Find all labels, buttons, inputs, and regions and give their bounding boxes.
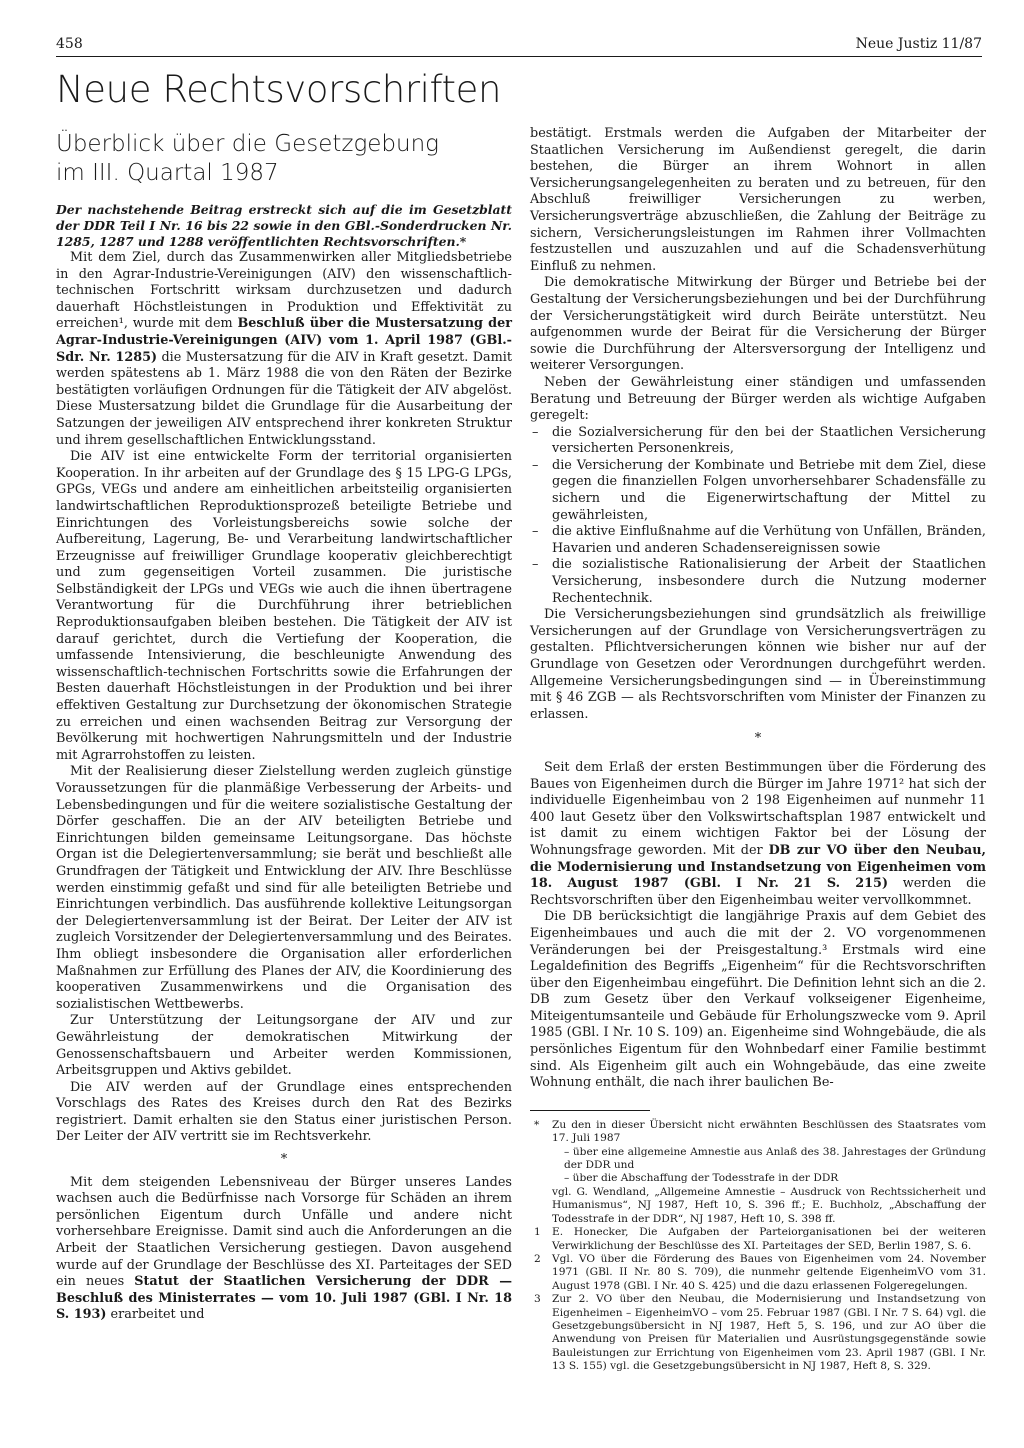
paragraph-aiv-organs: Mit der Realisierung dieser Zielstellung werden zugleich günstige Voraussetzungen für die planmäßige Verbesserung der Arbeits- und Lebensbedingungen und für die weitere sozialistische Gestaltung der Dörfer geschaffen. Die an der AIV beteiligten Betriebe und Einrichtungen bilden gemeinsame Leitungsorgane. Das höchste Organ ist die Delegiertenversammlung; sie berät und beschließt alle Grundfragen der Tätigkeit und Entwicklung der AIV. Ihre Beschlüsse werden einstimmig gefaßt und sind für alle beteiligten Betriebe und Einrichtungen verbindlich. Das ausführende kollektive Leitungsorgan der Delegiertenversammlung ist der Beirat. Der Leiter der AIV ist zugleich Vorsitzender der Delegiertenversammlung und des Beirates. Ihm obliegt insbesondere die Organisation aller erforderlichen Maßnahmen zur Erfüllung des Planes der AIV, die Koordinierung des kooperativen Zusammenwirkens und die Organisation des sozialistischen Wettbewerbs. [56, 764, 512, 1012]
footnote-subitem: – über die Abschaffung der Todesstrafe in der DDR [564, 1172, 839, 1185]
list-item: – die sozialistische Rationalisierung der Arbeit der Staatlichen Versicherung, insbesondere durch die Nutzung moderner Rechentechnik. [530, 557, 986, 607]
text-run: erarbeitet und [106, 1307, 205, 1323]
paragraph-insurance-voluntary: Die Versicherungsbeziehungen sind grundsätzlich als freiwillige Versicherungen auf der Grundlage von Versicherungsverträgen zu gestalten. Pflichtversicherungen können wie bisher nur auf der Grundlage von Gesetzen oder Verordnungen durchgeführt werden. Allgemeine Versicherungsbedingungen sind — in Übereinstimmung mit § 46 ZGB — als Rechtsvorschriften vom Minister der Finanzen zu erlassen. [530, 607, 986, 722]
footnote-text: vgl. G. Wendland, „Allgemeine Amnestie – Ausdruck von Rechtssicherheit und Humanismus“, NJ 1987, Heft 10, S. 396 ff.; E. Buchholz, „Abschaffung der Todesstrafe in der DDR“, NJ 1987, Heft 10, S. 398 ff. [552, 1185, 986, 1225]
paragraph-eigenheim-intro [530, 760, 986, 909]
left-column [56, 126, 512, 1324]
footnote-text: Vgl. VO über die Förderung des Baues von Eigenheimen vom 24. November 1971 (GBl. II Nr. 80 S. 709), die nunmehr geltende EigenheimVO vom 31. August 1978 (GBl. I Nr. 40 S. 425) und die dazu erlassenen Folgeregelungen. [552, 1252, 986, 1292]
paragraph-aiv-commissions: Zur Unterstützung der Leitungsorgane der AIV und zur Gewährleistung der demokratischen Mitwirkung der Genossenschaftsbauern und Arbeiter werden Kommissionen, Arbeitsgruppen und Aktivs gebildet. [56, 1013, 512, 1079]
paragraph-insurance-continued: bestätigt. Erstmals werden die Aufgaben der Mitarbeiter der Staatlichen Versicherung im Außendienst geregelt, die darin bestehen, die Bürger an ihrem Wohnort in allen Versicherungsangelegenheiten zu beraten und zu betreuen, für den Abschluß freiwilliger Versicherungen zu werben, Versicherungsverträge abzuschließen, die Zahlung der Beiträge zu sichern, Versicherungsleistungen im Rahmen ihrer Vollmachten festzustellen und auszuzahlen und auf die Schadensverhütung Einfluß zu nehmen. [530, 126, 986, 274]
text-run: Seit dem Erlaß der ersten Bestimmungen über die Förderung des Baues von Eigenheimen durch die Bürger im Jahre 1971² hat sich der individuelle Eigenheimbau von 2 198 Eigenheimen auf nunmehr 11 400 laut Gesetz über den Volkswirtschaftsplan 1987 entwickelt und ist damit zu einem wichtigen Faktor bei der Lösung der Wohnungsfrage geworden. Mit der [530, 759, 986, 858]
footnote-3 [530, 1293, 986, 1373]
footnote-rule [530, 1110, 650, 1111]
text-run: werden die Rechtsvorschriften über den Eigenheimbau weiter vervollkommnet. [530, 876, 986, 908]
footnote-text: Zu den in dieser Übersicht nicht erwähnten Beschlüssen des Staatsrates vom 17. Juli 1987 [552, 1118, 986, 1145]
footnotes [530, 1119, 986, 1374]
article-title-line-2: im III. Quartal 1987 [56, 160, 279, 186]
list-item: – die Sozialversicherung für den bei der Staatlichen Versicherung versicherten Personenkreis, [530, 425, 986, 458]
text-run: die Mustersatzung für die AIV in Kraft gesetzt. Damit werden spätestens ab 1. März 1988 die von den Räten der Bezirke bestätigten vorläufigen Ordnungen für die Tätigkeit der AIV abgelöst. Diese Mustersatzung bildet die Grundlage für die Ausarbeitung der Satzungen der jeweiligen AIV entsprechend ihrer konkreten Struktur und ihrem gesellschaftlichen Entwicklungsstand. [56, 349, 512, 448]
paragraph-eigenheim-definition: Die DB berücksichtigt die langjährige Praxis auf dem Gebiet des Eigenheimbaues und auch die mit der 2. VO vorgenommenen Veränderungen bei der Preisgestaltung.³ Erstmals wird eine Legaldefinition des Begriffs „Eigenheim“ für die Rechtsvorschriften über den Eigenheimbau eingeführt. Die Definition lehnt sich an die 2. DB zum Gesetz über den Verkauf volkseigener Eigenheime, Miteigentumsanteile und Gebäude für Erholungszwecke vom 9. April 1985 (GBl. I Nr. 10 S. 109) an. Eigenheime sind Wohngebäude, die als persönliches Eigentum für den Wohnbedarf einer Familie bestimmt sind. Als Eigenheim gilt auch ein Wohngebäude, das eine zweite Wohnung enthält, die nach ihrer baulichen Be- [530, 909, 986, 1091]
paragraph-insurance-advisory: Die demokratische Mitwirkung der Bürger und Betriebe bei der Gestaltung der Versicherungsbeziehungen und bei der Durchführung der Versicherungstätigkeit wird durch Beiräte unterstützt. Neu aufgenommen wurde der Beirat für die Versicherung der Bürger sowie die Durchführung der Altersversorgung der Intelligenz und weiterer Versorgungen. [530, 275, 986, 374]
text-run: Mit dem steigenden Lebensniveau der Bürger unseres Landes wachsen auch die Bedürfnisse nach Vorsorge für Schäden an ihrem persönlichen Eigentum durch Unfälle und andere nicht vorhersehbare Ereignisse. Damit sind auch die Anforderungen an die Arbeit der Staatlichen Versicherung gestiegen. Davon ausgehend wurde auf der Grundlage der Beschlüsse des XI. Parteitages der SED ein neues [56, 1174, 512, 1290]
text-run: Mit dem Ziel, durch das Zusammenwirken aller Mitgliedsbetriebe in den Agrar-Industrie-Vereinigungen (AIV) den wissenschaftlich-technischen Fortschritt wirksam durchzusetzen und dadurch dauerhaft Höchstleistungen in Produktion und Effektivität zu erreichen¹, wurde mit dem [56, 250, 512, 332]
article-title [56, 130, 512, 188]
article-lead: Der nachstehende Beitrag erstreckt sich auf die im Gesetzblatt der DDR Teil I Nr. 16 bis 22 sowie in den GBl.-Sonderdrucken Nr. 1285, 1287 und 1288 veröffentlichten Rechtsvorschriften.* [56, 202, 512, 249]
paragraph-insurance-tasks: Neben der Gewährleistung einer ständigen und umfassenden Beratung und Betreuung der Bürger werden als wichtige Aufgaben geregelt: [530, 374, 986, 424]
right-column [530, 126, 986, 1374]
section-title: Neue Rechtsvorschriften [56, 68, 502, 111]
footnote-mark: 3 [534, 1293, 541, 1306]
footnote-text: Zur 2. VO über den Neubau, die Modernisierung und Instandsetzung von Eigenheimen – EigenheimVO – vom 25. Februar 1987 (GBl. I Nr. 7 S. 64) vgl. die Gesetzgebungsübersicht in NJ 1987, Heft 5, S. 196, und zur AO über die Anwendung von Preisen für Materialien und Ausrüstungsgegenstände sowie Bauleistungen zur Errichtung von Eigenheimen vom 23. April 1987 (GBl. I Nr. 13 S. 155) vgl. die Gesetzgebungsübersicht in NJ 1987, Heft 8, S. 329. [552, 1293, 986, 1373]
paragraph-aiv-form: Die AIV ist eine entwickelte Form der territorial organisierten Kooperation. In ihr arbeiten auf der Grundlage des § 15 LPG-G LPGs, GPGs, VEGs und andere am einheitlichen arbeitsteilig organisierten landwirtschaftlichen Reproduktionsprozeß beteiligte Betriebe und Einrichtungen des Vorleistungsbereichs sowie solche der Aufbereitung, Lagerung, Be- und Verarbeitung landwirtschaftlicher Erzeugnisse auf freiwilliger Grundlage kooperativ gleichberechtigt und zum gegenseitigen Vorteil zusammen. Die juristische Selbständigkeit der LPGs und VEGs wie auch die ihnen übertragene Verantwortung für die Durchführung ihrer betrieblichen Reproduktionsaufgaben bleiben bestehen. Die Tätigkeit der AIV ist darauf gerichtet, durch die Vertiefung der Kooperation, die umfassende Intensivierung, die beschleunigte Anwendung des wissenschaftlich-technischen Fortschritts sowie die Erfahrungen der Besten dauerhaft Höchstleistungen in der Produktion und bei ihrer effektiven Gestaltung zur Durchsetzung der ökonomischen Strategie zu erreichen und einen wachsenden Beitrag zur Versorgung der Bevölkerung mit hochwertigen Nahrungsmitteln und der Industrie mit Agrarrohstoffen zu leisten. [56, 449, 512, 763]
paragraph-insurance-intro [56, 1175, 512, 1324]
paragraph-aiv-registration: Die AIV werden auf der Grundlage eines entsprechenden Vorschlags des Rates des Kreises durch den Rat des Bezirks registriert. Damit erhalten sie den Status einer juristischen Person. Der Leiter der AIV vertritt sie im Rechtsverkehr. [56, 1079, 512, 1145]
section-separator: * [280, 1152, 288, 1168]
bold-citation: DB zur VO über den Neubau, die Modernisierung und Instandsetzung von Eigenheimen vom 18. August 1987 (GBl. I Nr. 21 S. 215) [530, 842, 986, 892]
article-title-line-1: Überblick über die Gesetzgebung [56, 131, 439, 157]
task-list [530, 425, 986, 608]
footnote-text: E. Honecker, Die Aufgaben der Parteiorganisationen bei der weiteren Verwirklichung der Beschlüsse des XI. Parteitages der SED, Berlin 1987, S. 6. [552, 1226, 986, 1252]
journal-issue: Neue Justiz 11/87 [855, 36, 982, 52]
footnote-2 [530, 1253, 986, 1293]
list-item: – die Versicherung der Kombinate und Betriebe mit dem Ziel, diese gegen die finanziellen Folgen unvorhersehbarer Schadensfälle zu sichern und die Eigenerwirtschaftung der Mittel zu gewährleisten, [530, 458, 986, 524]
footnote-1 [530, 1226, 986, 1253]
bold-citation: Beschluß über die Mustersatzung der Agrar-Industrie-Vereinigungen (AIV) vom 1. April 1987 (GBl.-Sdr. Nr. 1285) [56, 316, 512, 365]
page-number: 458 [56, 36, 83, 52]
list-item: – die aktive Einflußnahme auf die Verhütung von Unfällen, Bränden, Havarien und anderen Schadensereignissen sowie [530, 524, 986, 557]
header-rule [56, 56, 982, 57]
footnote-mark: 2 [534, 1252, 541, 1265]
section-separator: * [754, 731, 762, 747]
footnote-subitem: – über eine allgemeine Amnestie aus Anlaß des 38. Jahrestages der Gründung der DDR und [564, 1145, 986, 1172]
footnote-mark: 1 [534, 1226, 541, 1239]
bold-citation: Statut der Staatlichen Versicherung der DDR — Beschluß des Ministerrates — vom 10. Juli 1987 (GBl. I Nr. 18 S. 193) [56, 1274, 512, 1323]
footnote-mark: * [534, 1118, 540, 1131]
paragraph-aiv-intro [56, 250, 512, 449]
footnote-star [530, 1119, 986, 1226]
